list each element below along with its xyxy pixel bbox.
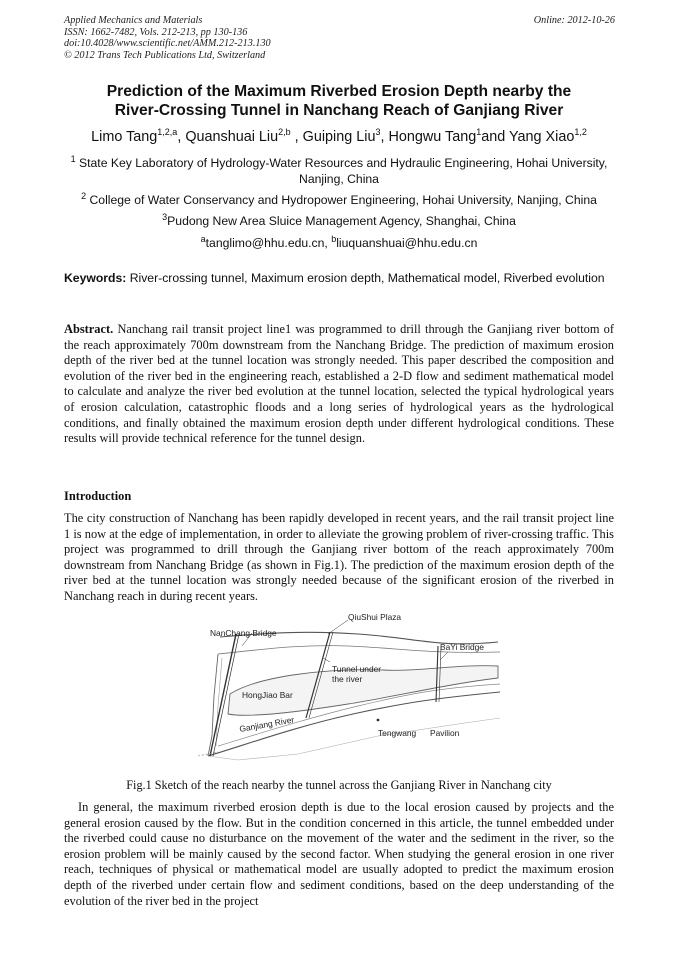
label-pavilion: Pavilion	[430, 728, 460, 738]
affiliation-3	[64, 213, 614, 229]
title-line-2: River-Crossing Tunnel in Nanchang Reach of Ganjiang River	[114, 102, 564, 119]
affiliation-1	[64, 155, 614, 187]
author-name: Yang Xiao	[508, 129, 575, 145]
label-bayi-bridge: BaYi Bridge	[440, 642, 484, 652]
paper-title	[64, 82, 614, 120]
label-hongjiao-bar: HongJiao Bar	[242, 690, 293, 700]
author-name: Guiping Liu	[302, 129, 376, 145]
body-paragraph: In general, the maximum riverbed erosion depth is due to the local erosion caused by projects and the general erosion caused by the flow. But in the condition concerned in this article, the tunnel embedded under the riverbed could cause no disturbance on the movement of the water and the sediment in the river, so the erosion problem will be mainly caused by the second factor. When studying the general erosion in one river reach, techniques of physical or mathematical model are usually adopted to predict the maximum erosion depth of the riverbed under certain flow and sediment conditions, based on the deep understanding of the evolution of the river bed in the project	[64, 800, 614, 908]
label-tunnel-line2: the river	[332, 674, 363, 684]
author-list: Limo Tang$^{1,2,a}$, Quanshuai Liu$^{2,b}$ , Guiping Liu$^3$, Hongwu Tang$^1$and Yang Xiao$^{1,2}$	[91, 127, 587, 145]
author-affiliation-mark: 1	[476, 127, 482, 138]
label-tunnel-line1: Tunnel under	[332, 664, 382, 674]
author-affiliation-mark: 3	[375, 127, 381, 138]
affiliation-text: College of Water Conservancy and Hydropower Engineering, Hohai University, Nanjing, China	[89, 193, 597, 207]
journal-header	[64, 15, 271, 61]
author-name: Limo Tang	[91, 129, 158, 145]
keywords-label: Keywords:	[64, 271, 127, 285]
email-link[interactable]: tanglimo@hhu.edu.cn	[205, 236, 325, 250]
journal-doi: doi:10.4028/www.scientific.net/AMM.212-213.130	[64, 38, 271, 50]
tengwang-pavilion-marker	[377, 719, 380, 722]
figure-caption: Fig.1 Sketch of the reach nearby the tunnel across the Ganjiang River in Nanchang city	[126, 778, 552, 792]
affiliation-text: Pudong New Area Sluice Management Agency, Shanghai, China	[167, 214, 516, 228]
author-emails: $^a$tanglimo@hhu.edu.cn, $^b$liuquanshuai@hhu.edu.cn	[200, 233, 478, 250]
email-mark: a	[200, 233, 206, 244]
title-line-1: Prediction of the Maximum Riverbed Erosion Depth nearby the	[106, 83, 572, 100]
abstract-label: Abstract.	[64, 322, 114, 336]
label-ganjiang-river: Ganjiang River	[238, 714, 295, 734]
abstract	[64, 322, 614, 447]
keywords-section	[64, 270, 614, 286]
section-heading-introduction: Introduction	[64, 489, 132, 503]
author-affiliation-mark: 1,2	[574, 127, 587, 138]
affiliation-mark: 3	[162, 211, 168, 222]
journal-issn: ISSN: 1662-7482, Vols. 212-213, pp 130-136	[64, 26, 248, 38]
journal-name: Applied Mechanics and Materials	[64, 15, 203, 26]
author-name: Hongwu Tang	[388, 129, 477, 145]
author-affiliation-mark: 2,b	[278, 127, 291, 138]
affiliation-mark: 1	[70, 153, 76, 164]
author-affiliation-mark: 1,2,a	[157, 127, 178, 138]
journal-copyright: © 2012 Trans Tech Publications Ltd, Switzerland	[64, 49, 266, 61]
affiliation-text: State Key Laboratory of Hydrology-Water Resources and Hydraulic Engineering, Hohai University, Nanjing, China	[79, 156, 608, 186]
label-nanchang-bridge: NanChang Bridge	[210, 628, 277, 638]
label-qiushui-plaza: QiuShui Plaza	[348, 612, 402, 622]
affiliation-2	[64, 192, 614, 208]
label-tengwang: Tengwang	[378, 728, 417, 738]
bayi-bridge-pointer	[440, 652, 448, 660]
author-name: Quanshuai Liu	[185, 129, 279, 145]
keywords-text: River-crossing tunnel, Maximum erosion depth, Mathematical model, Riverbed evolution	[129, 271, 605, 285]
online-date: Online: 2012-10-26	[533, 15, 615, 26]
intro-paragraph: The city construction of Nanchang has been rapidly developed in recent years, and the rail transit project line 1 is now at the edge of implementation, in order to alleviate the growing problem of river-crossing traffic. This project was programmed to drill through the Ganjiang river bottom of the reach approximately 700m downstream from Nanchang Bridge (as shown in Fig.1). The prediction of the maximum erosion depth of the river bed at the tunnel location was strongly needed because of the significant erosion of the riverbed in Nanchang reach in during recent years.	[64, 511, 614, 603]
figure-river-sketch	[178, 606, 504, 764]
email-link[interactable]: liuquanshuai@hhu.edu.cn	[336, 236, 478, 250]
email-mark: b	[331, 233, 337, 244]
qiushui-plaza-pointer	[328, 620, 348, 634]
affiliation-mark: 2	[81, 190, 87, 201]
tunnel-pointer	[323, 658, 330, 662]
abstract-text: Nanchang rail transit project line1 was programmed to drill through the Ganjiang river bottom of the reach approximately 700m downstream from the Nanchang Bridge. The prediction of maximum erosion depth of the river bed at the tunnel location was strongly needed. This paper described the composition and evolution of the river bed in the engineering reach, established a 2-D flow and sediment mathematical model to calculate and analyze the river bed evolution at the tunnel location, selected the typical hydrological years of erosion calculation, catastrophic floods and a long series of hydrological years as the hydrological conditions, and finally obtained the maximum erosion depth under different hydrological conditions. These results will provide technical reference for the tunnel design.	[64, 322, 614, 446]
